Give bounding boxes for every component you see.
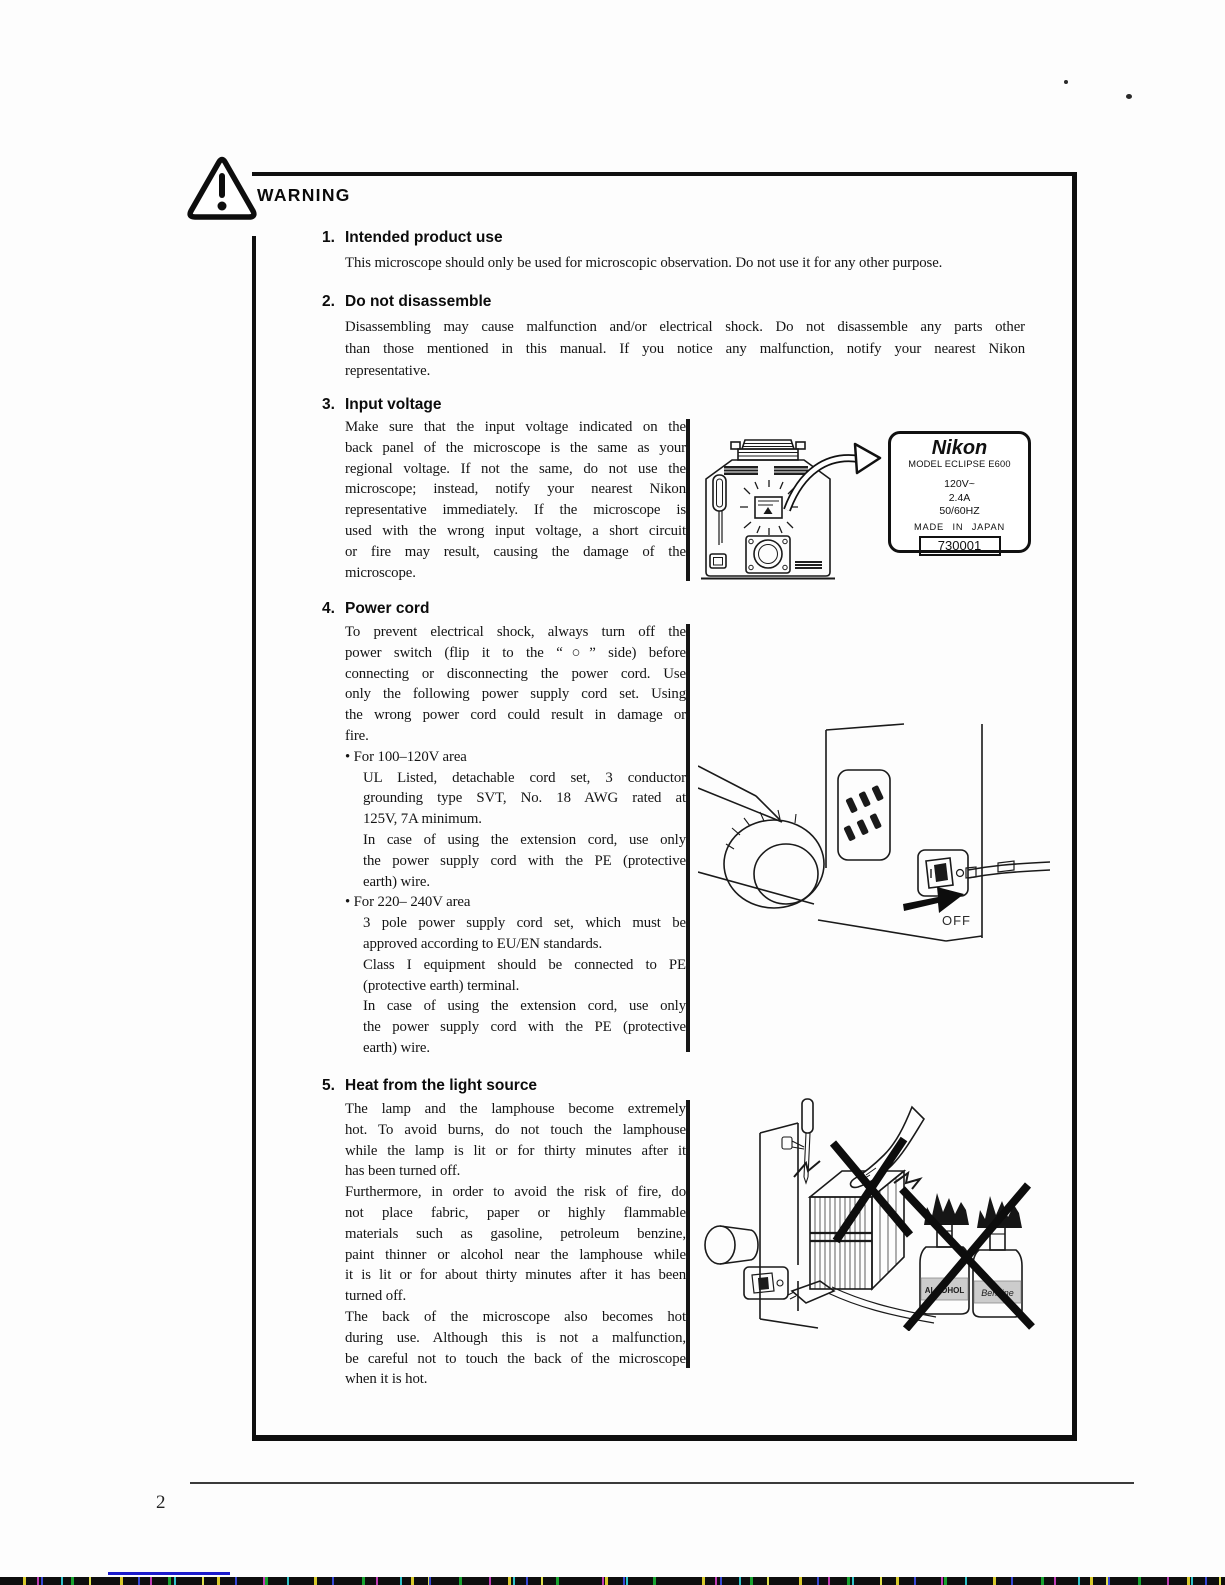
text-line: (protective earth) terminal.: [363, 977, 520, 994]
box-border-bottom: [252, 1435, 1077, 1441]
text-line: than those mentioned in this manual. If you notice any malfunction, notify your nearest Nikon: [345, 341, 1025, 357]
column-divider: [686, 1100, 690, 1368]
text-line: Furthermore, in order to avoid the risk of fire, do: [345, 1184, 686, 1201]
text-line: during use. Although this is not a malfunction,: [345, 1329, 686, 1346]
text-line: turned off.: [345, 1288, 407, 1305]
text-line: back panel of the microscope is the same as your: [345, 439, 686, 456]
text-line: Class I equipment should be connected to PE: [363, 956, 686, 973]
text-line: representative immediately. If the microscope is: [345, 502, 686, 519]
text-line: connecting or disconnecting the power cord. Use: [345, 665, 686, 682]
text-line: earth) wire.: [363, 873, 430, 890]
section-body: [345, 417, 686, 583]
curved-arrow-icon: [779, 438, 885, 516]
text-line: • For 220– 240V area: [345, 894, 471, 911]
plate-frequency: 50/60HZ: [939, 505, 980, 517]
column-divider: [686, 624, 690, 1052]
power-switch-illustration: [698, 722, 1050, 948]
page-number: 2: [156, 1492, 166, 1513]
text-line: To prevent electrical shock, always turn off the: [345, 624, 686, 640]
text-line: In case of using the extension cord, use only: [363, 998, 686, 1015]
text-line: regional voltage. If not the same, do not use the: [345, 460, 686, 477]
text-line: Disassembling may cause malfunction and/or electrical shock. Do not disassemble any parts other: [345, 319, 1025, 335]
off-label: OFF: [942, 913, 971, 928]
text-line: microscope.: [345, 564, 416, 581]
section-title: Heat from the light source: [345, 1077, 538, 1094]
footer-rule: [190, 1482, 1134, 1484]
warning-title: WARNING: [257, 185, 351, 205]
text-line: Make sure that the input voltage indicated on the: [345, 419, 686, 435]
plate-voltage: 120V~: [944, 478, 975, 490]
warning-triangle-icon: [187, 156, 257, 222]
text-line: has been turned off.: [345, 1163, 461, 1180]
text-line: not place fabric, paper or highly flammable: [345, 1204, 686, 1221]
plate-serial: 730001: [919, 536, 1001, 556]
text-line: fire.: [345, 727, 369, 744]
scan-speck: [1126, 94, 1132, 99]
alcohol-bottle-label: ALCOHOL: [924, 1286, 965, 1295]
section-body: [345, 316, 1025, 382]
box-border-top: [252, 172, 1076, 176]
brand-logo: Nikon: [931, 437, 988, 459]
text-line: paint thinner or alcohol near the lamphouse while: [345, 1246, 686, 1263]
section-number: 3.: [322, 396, 335, 413]
text-line: The back of the microscope also becomes hot: [345, 1308, 686, 1325]
plate-model: MODEL ECLIPSE E600: [908, 459, 1011, 469]
section-number: 2.: [322, 293, 335, 310]
section-number: 5.: [322, 1077, 335, 1094]
text-line: grounding type SVT, No. 18 AWG rated at: [363, 790, 686, 807]
text-line: earth) wire.: [363, 1039, 430, 1056]
text-line: In case of using the extension cord, use only: [363, 831, 686, 848]
text-line: hot. To avoid burns, do not touch the lamphouse: [345, 1121, 686, 1138]
text-line: • For 100–120V area: [345, 748, 467, 765]
text-line: materials such as gasoline, petroleum benzine,: [345, 1225, 686, 1242]
section-body: [345, 1099, 686, 1390]
text-line: while the lamp is lit or for thirty minutes after it: [345, 1142, 686, 1159]
scan-noise-strip: [0, 1577, 1225, 1585]
text-line: microscope; instead, notify your nearest Nikon: [345, 481, 686, 498]
text-line: power switch (flip it to the “○” side) before: [345, 644, 686, 661]
section-title: Intended product use: [345, 229, 503, 246]
text-line: approved according to EU/EN standards.: [363, 935, 603, 952]
text-line: be careful not to touch the back of the microscope: [345, 1350, 686, 1367]
text-line: This microscope should only be used for microscopic observation. Do not use it for any other purpose.: [345, 255, 943, 271]
text-line: when it is hot.: [345, 1371, 428, 1388]
text-line: it is lit or for about thirty minutes after it has been: [345, 1267, 686, 1284]
text-line: 3 pole power supply cord set, which must be: [363, 915, 686, 932]
section-title: Input voltage: [345, 396, 442, 413]
text-line: only the following power supply cord set. Using: [345, 686, 686, 703]
text-line: or fire may result, causing the damage of the: [345, 543, 686, 560]
lamphouse-warning-illustration: [698, 1085, 1046, 1331]
text-line: used with the wrong input voltage, a short circuit: [345, 522, 686, 539]
text-line: The lamp and the lamphouse become extremely: [345, 1101, 686, 1117]
benzine-bottle-label: Benzine: [981, 1288, 1014, 1298]
box-border-right: [1072, 172, 1077, 1441]
text-line: 125V, 7A minimum.: [363, 811, 482, 828]
text-line: the power supply cord with the PE (protective: [363, 852, 686, 869]
plate-current: 2.4A: [948, 491, 971, 504]
column-divider: [686, 419, 690, 581]
scan-blue-line: [108, 1572, 230, 1575]
plate-origin: MADE IN JAPAN: [914, 521, 1005, 532]
section-number: 4.: [322, 600, 335, 617]
scan-speck: [1064, 80, 1068, 84]
section-title: Do not disassemble: [345, 293, 492, 310]
text-line: the power supply cord with the PE (protective: [363, 1019, 686, 1036]
section-number: 1.: [322, 229, 335, 246]
text-line: UL Listed, detachable cord set, 3 conductor: [363, 769, 686, 786]
box-border-left: [252, 236, 256, 1441]
text-line: the wrong power cord could result in damage or: [345, 707, 686, 724]
rating-plate: [888, 431, 1031, 553]
section-title: Power cord: [345, 600, 430, 617]
section-body: [345, 622, 686, 1059]
text-line: representative.: [345, 363, 431, 379]
section-body: [345, 252, 1025, 274]
